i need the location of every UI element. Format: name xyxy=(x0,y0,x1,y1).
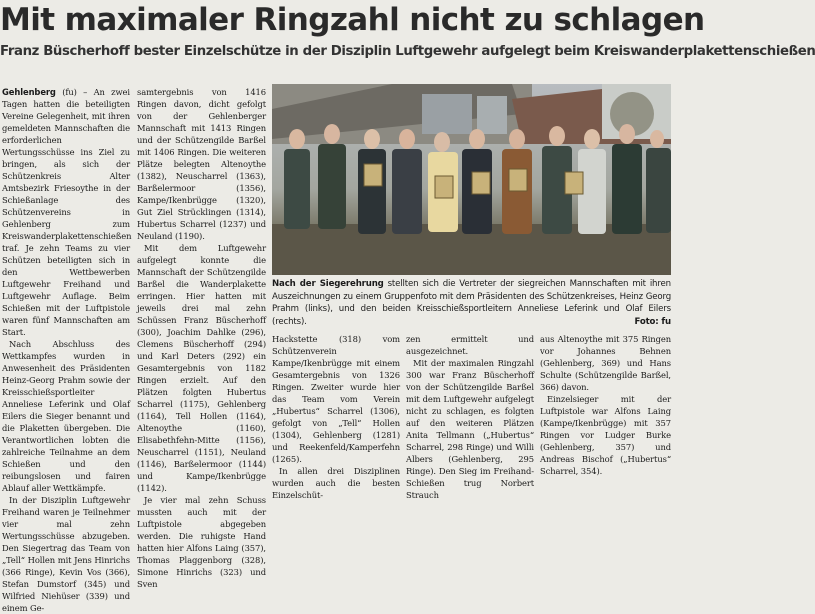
paragraph: Je vier mal zehn Schuss mussten auch mit der Luftpistole abgegeben werden. Die ruhigste Hand hatten hier Alfons Laing (357), Thomas Plaggenborg (328), Simone Hinrichs (323) und Sven xyxy=(137,495,266,589)
article-column-5 xyxy=(540,333,671,476)
paragraph: samtergebnis von 1416 Ringen davon, dicht gefolgt von der Gehlenberger Mannschaft mit 1413 Ringen und der Schützengilde Barßel mit 1406 Ringen. Die weiteren Plätze belegten Altenoythe (1382), Neuscharrel (1363), Barßelermoor (1356), Kampe/Ikenbrügge (1320), Gut Ziel Strücklingen (1314), Hubertus Scharrel (1237) und Neuland (1190). xyxy=(137,87,266,241)
article-column-2 xyxy=(137,86,266,589)
caption-text: stellten sich die Vertreter der siegreichen Mannschaften mit ihren Auszeichnungen zu einem Gruppenfoto mit dem Präsidenten des Schützenkreises, Heinz Georg Prahm (links), und den beiden Kreisschießsportleitern Anneliese Leferink und Olaf Eilers (rechts). xyxy=(272,279,671,327)
group-photo-illustration xyxy=(272,84,671,275)
article-headline: Mit maximaler Ringzahl nicht zu schlagen xyxy=(0,2,705,38)
article-column-3 xyxy=(272,333,400,500)
paragraph: zen ermittelt und ausgezeichnet. xyxy=(406,334,534,356)
paragraph: Nach Abschluss des Wettkampfes wurden in Anwesenheit des Präsidenten Heinz-Georg Prahm sowie der Kreisschießsportleiter Anneliese Leferink und Olaf Eilers die Sieger benannt und die Plaketten übergeben. Die Verantwortlichen lobten die zahlreiche Teilnahme an dem Schießen und den reibungslosen und fairen Ablauf aller Wettkämpfe. xyxy=(2,339,130,493)
group-photo xyxy=(272,84,671,275)
paragraph: In der Disziplin Luftgewehr Freihand waren je Teilnehmer vier mal zehn Wertungsschüsse abzugeben. Den Siegertrag das Team von „Tell“ Hollen mit Jens Hinrichs (366 Ringe), Kevin Vos (366), Stefan Dumstorf (345) und Wilfried Niehüser (339) und einem Ge- xyxy=(2,495,130,613)
paragraph: Mit dem Luftgewehr aufgelegt konnte die Mannschaft der Schützengilde Barßel die Wanderplakette erringen. Hier hatten mit jeweils drei mal zehn Schüssen Franz Büscherhoff (300), Joachim Dahlke (296), Clemens Büscherhoff (294) und Karl Deters (292) ein Gesamtergebnis von 1182 Ringen erzielt. Auf den Plätzen folgten Hubertus Scharrel (1175), Gehlenberg (1164), Tell Hollen (1164), Altenoythe (1160), Elisabethfehn-Mitte (1156), Neuscharrel (1151), Neuland (1146), Barßelermoor (1144) und Kampe/Ikenbrügge (1142). xyxy=(137,243,266,493)
byline: (fu) xyxy=(62,87,77,97)
dateline: Gehlenberg xyxy=(2,87,56,97)
paragraph: Mit der maximalen Ringzahl 300 war Franz Büscherhoff von der Schützengilde Barßel mit dem Luftgewehr aufgelegt nicht zu schlagen, es folgten auf den weiteren Plätzen Anita Tellmann („Hubertus“ Scharrel, 298 Ringe) und Willi Albers (Gehlenberg, 295 Ringe). Den Sieg im Freihand-Schießen trug Norbert Strauch xyxy=(406,358,534,500)
article-column-1 xyxy=(2,86,132,613)
caption-lead: Nach der Siegerehrung xyxy=(272,279,384,289)
paragraph-text: – An zwei Tagen hatten die beteiligten Vereine Gelegenheit, mit ihren gemeldeten Mannschaften die erforderlichen Wertungsschüsse ins Ziel zu bringen, als sich der Schützenkreis Alter Amtsbezirk Friesoythe in der Schießanlage des Schützenvereins in Gehlenberg zum Kreiswanderplakettenschießen traf. Je zehn Teams zu vier Schützen beteiligten sich in den Wettbewerben Luftgewehr Freihand und Luftgewehr Auflage. Beim Schießen mit der Luftpistole waren fünf Mannschaften am Start. xyxy=(2,87,132,337)
paragraph: In allen drei Disziplinen wurden auch die besten Einzelschüt- xyxy=(272,466,400,500)
paragraph: aus Altenoythe mit 375 Ringen vor Johannes Behnen (Gehlenberg, 369) und Hans Schulte (Schützengilde Barßel, 366) davon. xyxy=(540,334,671,392)
article-column-4 xyxy=(406,333,534,500)
paragraph: Hackstette (318) vom Schützenverein Kampe/Ikenbrügge mit einem Gesamtergebnis von 1326 Ringen. Zweiter wurde hier das Team vom Verein „Hubertus“ Scharrel (1306), gefolgt von „Tell“ Hollen (1304), Gehlenberg (1281) und Reekenfeld/Kamperfehn (1265). xyxy=(272,334,400,464)
photo-credit: Foto: fu xyxy=(634,316,671,327)
paragraph: Einzelsieger mit der Luftpistole war Alfons Laing (Kampe/Ikenbrügge) mit 357 Ringen vor Ludger Burke (Gehlenberg, 357) und Andreas Bischof („Hubertus“ Scharrel, 354). xyxy=(540,394,671,476)
paragraph xyxy=(2,86,130,338)
article-subheadline: Franz Büscherhoff bester Einzelschütze in der Disziplin Luftgewehr aufgelegt beim Kreiswanderplakettenschießen xyxy=(0,44,815,59)
photo-caption xyxy=(272,278,671,330)
